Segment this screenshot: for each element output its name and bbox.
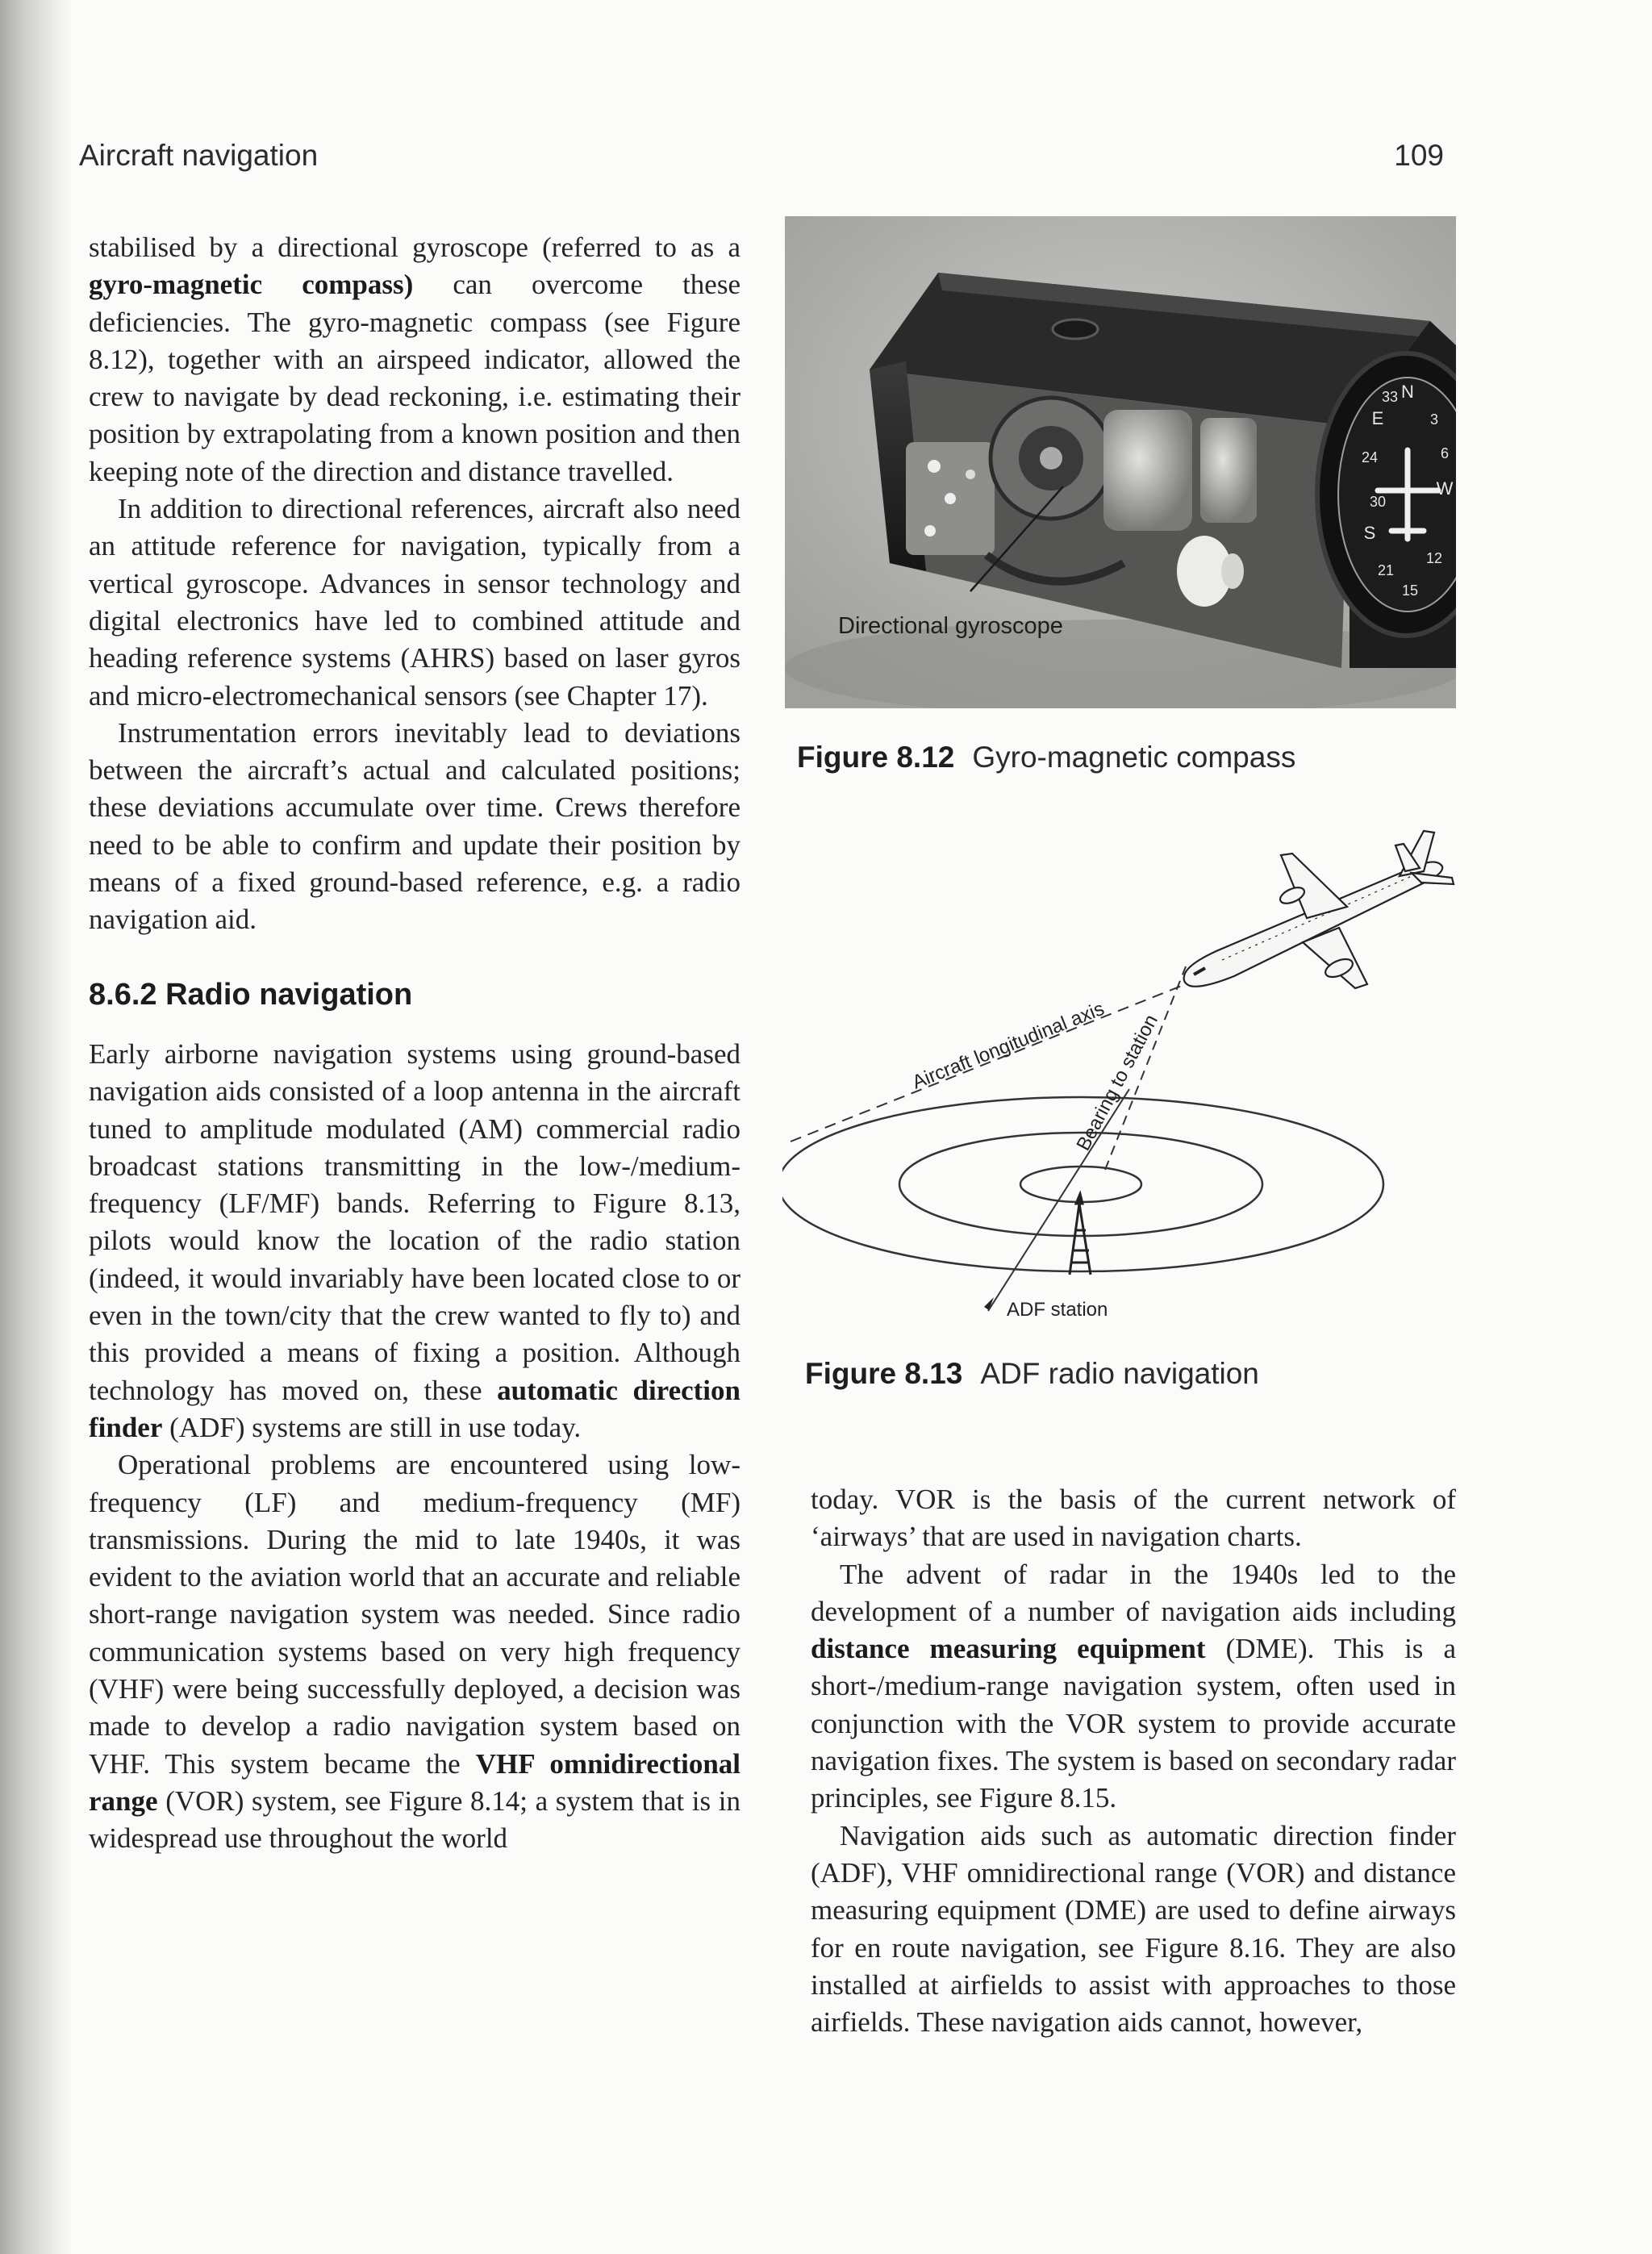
paragraph-instrumentation-errors: Instrumentation errors inevitably lead to deviations between the aircraft’s actual and calculated positions; these deviations accumulate over time. Crews therefore need to be able to confirm and update their position by means of a fixed ground-based reference, e.g. a radio navigation aid. xyxy=(89,716,740,936)
text-run: Operational problems are encountered using low-frequency (LF) and medium-frequency (MF) transmissions. During the mid to late 1940s, it was evident to the aviation world that an accurate and reliable short-range navigation system was needed. Since radio communication systems based on very high frequency (VHF) were being successfully deployed, a decision was made to develop a radio navigation system based on VHF. This system became the xyxy=(89,1449,740,1780)
page-header xyxy=(79,139,1444,179)
section-heading-radio-navigation: 8.6.2 Radio navigation xyxy=(89,977,413,1012)
dial-number: 33 xyxy=(1381,389,1399,405)
paragraph-navigation-aids: Navigation aids such as automatic direction finder (ADF), VHF omnidirectional range (VOR) and distance measuring equipment (DME) are used to define airways for en route navigation, see Figure 8.16. They are also installed at airfields to assist with approaches to those airfields. These navigation aids cannot, however, xyxy=(811,1819,1456,2039)
dial-letter-north: N xyxy=(1401,382,1414,402)
dial-number: 15 xyxy=(1401,582,1419,599)
gyro-magnetic-compass-photo xyxy=(785,216,1456,708)
figure-8-13-caption xyxy=(805,1357,1259,1391)
paragraph-operational-problems xyxy=(89,1446,740,1857)
text-run: stabilised by a directional gyroscope (referred to as a xyxy=(89,232,740,263)
page-binding-shadow xyxy=(0,0,73,2254)
dial-letter-east: E xyxy=(1371,408,1384,428)
dial-number: 21 xyxy=(1377,562,1395,578)
dial-letter-west: W xyxy=(1436,478,1454,499)
left-column xyxy=(89,229,740,1857)
figure-title: ADF radio navigation xyxy=(980,1357,1259,1390)
transmitter-tower-icon xyxy=(1070,1194,1091,1275)
figure-title: Gyro-magnetic compass xyxy=(972,741,1296,774)
text-run: (ADF) systems are still in use today. xyxy=(162,1411,582,1443)
paragraph-radar-dme xyxy=(811,1556,1456,1818)
bearing-to-station-label: Bearing to station xyxy=(1072,1011,1162,1154)
dial-number: 6 xyxy=(1440,445,1450,461)
dial-number: 12 xyxy=(1425,550,1443,566)
text-run: (VOR) system, see Figure 8.14; a system that is in widespread use throughout the world xyxy=(89,1784,740,1855)
paragraph-attitude-reference: In addition to directional references, aircraft also need an attitude reference for navigation, typically from a vertical gyroscope. Advances in sensor technology and digital electronics have led to combined attitude and heading reference systems (AHRS) based on laser gyros and micro-electromechanical sensors (see Chapter 17). xyxy=(89,493,740,712)
dial-letter-south: S xyxy=(1363,523,1376,543)
term-adf: automatic direction finder xyxy=(89,1374,740,1443)
page-number: 109 xyxy=(1394,139,1444,172)
text-run: The advent of radar in the 1940s led to the development of a number of navigation aids including xyxy=(811,1558,1456,1627)
text-run: can overcome these deficiencies. The gyro-magnetic compass (see Figure 8.12), together with an airspeed indicator, allowed the crew to navigate by dead reckoning, i.e. estimating their position by extrapolating from a known position and then keeping note of the direction and distance travelled. xyxy=(89,269,740,487)
running-title: Aircraft navigation xyxy=(79,139,319,172)
right-column xyxy=(811,1481,1456,2041)
directional-gyroscope-label: Directional gyroscope xyxy=(838,613,1063,639)
figure-8-12-caption xyxy=(797,741,1295,774)
text-run: (DME). This is a short-/medium-range navigation system, often used in conjunction with the VOR system to provide accurate navigation fixes. The system is based on secondary radar principles, see Figure 8.15. xyxy=(811,1633,1457,1814)
figure-number: Figure 8.12 xyxy=(797,741,955,774)
dial-number: 3 xyxy=(1429,411,1439,428)
paragraph-early-airborne xyxy=(89,1036,740,1446)
term-gyro-magnetic-compass: gyro-magnetic compass) xyxy=(89,269,414,301)
longitudinal-axis-label: Aircraft longitudinal axis xyxy=(909,997,1108,1094)
aircraft-icon xyxy=(1184,831,1454,988)
dial-number: 24 xyxy=(1361,449,1379,465)
text-run: Early airborne navigation systems using ground-based navigation aids consisted of a loop antenna in the aircraft tuned to amplitude modulated (AM) commercial radio broadcast stations transmitting in the low-/medium-frequency (LF/MF) bands. Referring to Figure 8.13, pilots would know the location of the radio station (indeed, it would invariably have been located close to or even in the town/city that the crew wanted to fly to) and this provided a means of fixing a position. Although technology has moved on, these xyxy=(89,1037,740,1406)
adf-station-label: ADF station xyxy=(1007,1299,1108,1321)
paragraph-vor-today: today. VOR is the basis of the current network of ‘airways’ that are used in navigation charts. xyxy=(811,1484,1456,1553)
paragraph-gyro-magnetic xyxy=(89,229,740,490)
adf-navigation-diagram xyxy=(782,823,1468,1331)
term-dme: distance measuring equipment xyxy=(811,1633,1206,1665)
term-vor: VHF omnidirectional range xyxy=(89,1747,741,1817)
dial-number: 30 xyxy=(1369,494,1387,510)
figure-number: Figure 8.13 xyxy=(805,1357,963,1390)
